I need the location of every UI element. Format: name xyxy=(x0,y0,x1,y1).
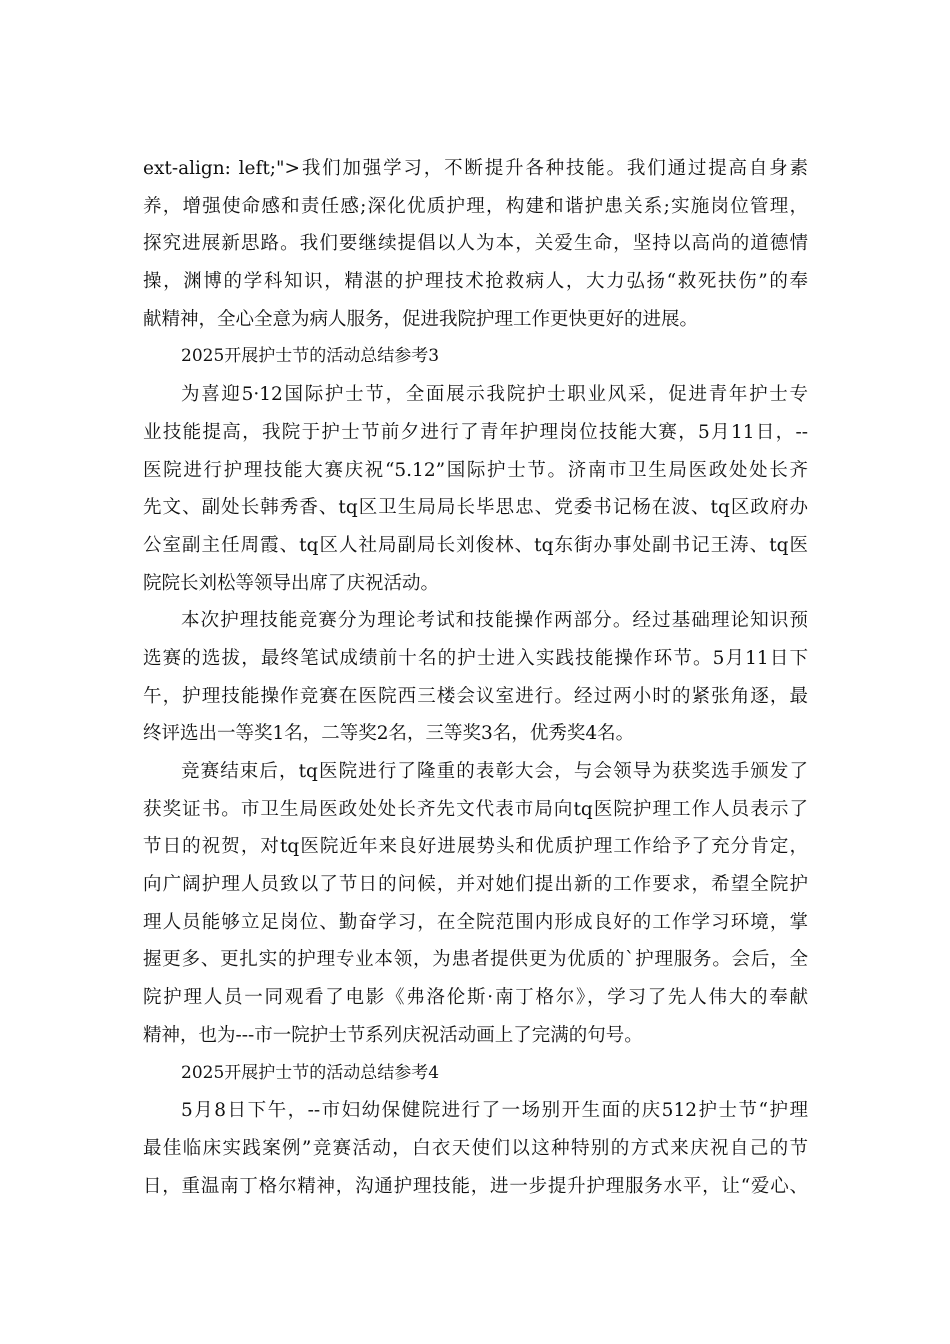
text-line: 先文、副处长韩秀香、tq区卫生局局长毕思忠、党委书记杨在波、tq区政府办 xyxy=(143,497,808,519)
document-body xyxy=(143,150,808,1205)
text-line: 握更多、更扎实的护理专业本领，为患者提供更为优质的`护理服务。会后，全 xyxy=(143,949,808,971)
text-line: 本次护理技能竞赛分为理论考试和技能操作两部分。经过基础理论知识预 xyxy=(181,610,808,632)
text-line: 最佳临床实践案例”竞赛活动，白衣天使们以这种特别的方式来庆祝自己的节 xyxy=(143,1137,808,1159)
text-line: 养，增强使命感和责任感;深化优质护理，构建和谐护患关系;实施岗位管理， xyxy=(143,195,808,217)
text-line: 业技能提高，我院于护士节前夕进行了青年护理岗位技能大赛，5月11日，-- xyxy=(143,421,808,443)
text-line: 终评选出一等奖1名，二等奖2名，三等奖3名，优秀奖4名。 xyxy=(143,723,635,745)
text-line: 院院长刘松等领导出席了庆祝活动。 xyxy=(143,572,440,594)
text-line: 为喜迎5·12国际护士节，全面展示我院护士职业风采，促进青年护士专 xyxy=(181,384,808,406)
text-line: 竞赛结束后，tq医院进行了隆重的表彰大会，与会领导为获奖选手颁发了 xyxy=(181,761,808,782)
text-line: 公室副主任周霞、tq区人社局副局长刘俊林、tq东街办事处副书记王涛、tq医 xyxy=(143,534,808,556)
text-line: 理人员能够立足岗位、勤奋学习，在全院范围内形成良好的工作学习环境，掌 xyxy=(143,911,808,933)
section-heading: 2025开展护士节的活动总结参考4 xyxy=(181,1062,440,1083)
text-line: 操，渊博的学科知识，精湛的护理技术抢救病人，大力弘扬“救死扶伤”的奉 xyxy=(143,271,808,293)
section-heading: 2025开展护士节的活动总结参考3 xyxy=(181,346,440,367)
text-line: 院护理人员一同观看了电影《弗洛伦斯·南丁格尔》，学习了先人伟大的奉献 xyxy=(143,987,808,1009)
text-line: 向广阔护理人员致以了节日的问候，并对她们提出新的工作要求，希望全院护 xyxy=(143,874,808,896)
text-line: 探究进展新思路。我们要继续提倡以人为本，关爱生命，坚持以高尚的道德情 xyxy=(143,233,808,255)
text-line: 节日的祝贺，对tq医院近年来良好进展势头和优质护理工作给予了充分肯定， xyxy=(143,836,808,858)
text-line: 日，重温南丁格尔精神，沟通护理技能，进一步提升护理服务水平，让“爱心、 xyxy=(143,1175,808,1197)
text-line: 医院进行护理技能大赛庆祝“5.12”国际护士节。济南市卫生局医政处处长齐 xyxy=(143,459,808,481)
text-line: 献精神，全心全意为病人服务，促进我院护理工作更快更好的进展。 xyxy=(143,308,699,330)
text-line: ext-align: left;">我们加强学习，不断提升各种技能。我们通过提高自身素 xyxy=(143,158,808,179)
text-line: 获奖证书。市卫生局医政处处长齐先文代表市局向tq医院护理工作人员表示了 xyxy=(143,798,808,820)
text-line: 精神，也为---市一院护士节系列庆祝活动画上了完满的句号。 xyxy=(143,1024,643,1046)
text-line: 5月8日下午，--市妇幼保健院进行了一场别开生面的庆512护士节“护理 xyxy=(181,1100,808,1122)
text-line: 午，护理技能操作竞赛在医院西三楼会议室进行。经过两小时的紧张角逐，最 xyxy=(143,685,808,707)
text-line: 选赛的选拔，最终笔试成绩前十名的护士进入实践技能操作环节。5月11日下 xyxy=(143,647,808,669)
